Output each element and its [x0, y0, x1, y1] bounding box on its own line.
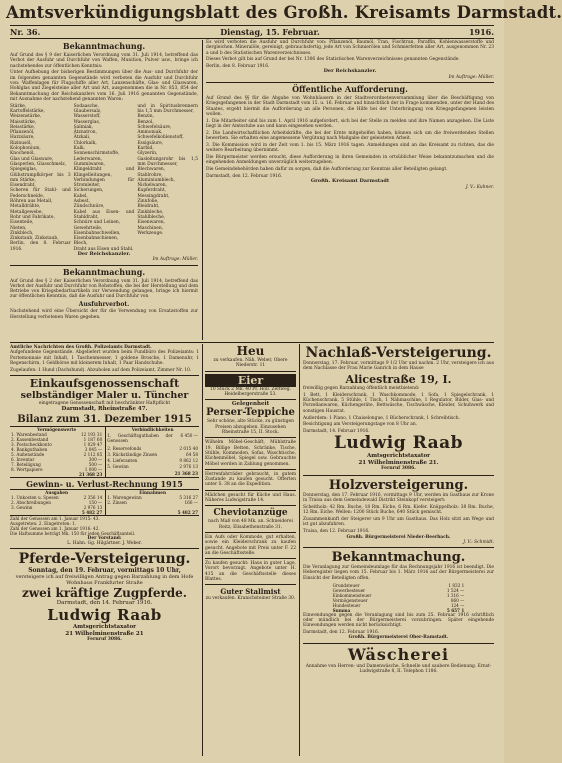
list-item: Schwefelsäure, [137, 124, 172, 130]
vorstand-head: Der Vorstand: [87, 535, 122, 541]
list-item: Verbindungen für Stromleiter, [73, 177, 135, 189]
divider [10, 375, 199, 376]
members-line: Zahl der Genossen am 1. Januar 1916: 42. [10, 525, 100, 531]
list-item: Werkzeuge. [137, 230, 164, 236]
paragraph: Scheitholz: 42 Rm. Buche, 18 Rm. Eiche, 6 Rm. Kiefer. Knüppelholz: 38 Rm. Buche, 12 Rm. Eiche. Wellen: 1200 Stück Buche, 640 Stück gemischt. [303, 505, 494, 516]
coop-subname: selbständiger Maler u. Tüncher [20, 389, 189, 401]
paragraph: Auf Grund des §§ für die Abgabe von Wohnhäusern in der Stadtverordnetenversammlung über die Beschäftigung von Kriegsgefangenen in der Stadt Darmstadt vom 15. u. 16. Februar und hinsichtlich der in Frage kommenden, unter der Hand des Staates, ergeht hiermit die Aufforderung an alle Personen, die Hilfe bei der Unterbringung von Kriegsgefangenen leisten wollen. [206, 96, 494, 117]
list-item: Essigsäure, [137, 140, 164, 146]
goods-list-middle [74, 104, 135, 252]
goods-list [10, 104, 198, 252]
horse-auction-heading: Pferde-Versteigerung. [18, 551, 191, 568]
paragraph: Auf Grund des § 9 der Kaiserlichen Verordnung vom 31. Juli 1914, betreffend das Verbot der Ausfuhr und Durchfuhr von Waffen, Munition, Pulver usw., bringe ich nachstehendes zur öffentlichen Kenntnis: [10, 53, 198, 69]
divider [205, 558, 296, 559]
table-row: 3. Gewinn 2 976 13 [11, 504, 103, 510]
column-small-ads [205, 345, 296, 757]
list-item: Asbest, [73, 199, 90, 205]
paragraph: Außerdem: 1 Piano, 1 Chaiselongue, 1 Bücherschrank, 1 Schreibtisch. [303, 415, 460, 421]
paragraph: Donnerstag, den 17. Februar 1916, vormittags 9 Uhr, werden im Gasthaus zur Krone in Traisa aus dem Gemeindewald Distrikt Steinkopf versteigert: [303, 492, 494, 504]
bilanz-table [10, 426, 199, 478]
gv-income [105, 490, 199, 515]
divider [205, 469, 296, 470]
list-item: Maisstärke, [10, 119, 37, 125]
table-row: 3. Rückständige Zinsen 64 58 [107, 451, 198, 457]
laundry-text: Annahme von Herren- und Damenwäsche. Schnelle und saubere Bedienung. Ernst-Ludwigstraße 8, II. Telephon 1186. [305, 663, 492, 674]
list-item: Glühstrumpfkörper bis 3 mm Stärke, [10, 172, 71, 183]
table-row: 5. Außenstände 2 112 85 [11, 451, 103, 457]
signoff-sub: J. V.: Schmidt. [463, 539, 494, 545]
ad-maid-text: Mädchen gesucht für Küche und Haus. Näheres Ludwigstraße 14. [205, 492, 296, 504]
signoff: Der Reichskanzler. [77, 250, 131, 257]
paragraph: Die Bürgermeister werden ersucht, diese Aufforderung in ihren Gemeinden in ortsüblicher Weise bekanntzumachen und die eingehenden Anmeldungen unverzüglich weiterzugeben. [206, 155, 494, 166]
ad-carpet-head: Gelegenheit [231, 401, 270, 408]
signoff: Großh. Kreisamt Darmstadt [310, 178, 390, 185]
table-row: 1. Warenbestand 12 193 31 [11, 431, 103, 437]
ad-suits-heading: Cheviotanzüge [213, 508, 288, 519]
members-line: Ausgetreten: 2. Eingetreten: 1. [10, 520, 77, 526]
paragraph: Unter Aufhebung der bisherigen Bestimmungen über die Aus- und Durchfuhr der im folgenden genannten Gegenstände wird verboten die Ausfuhr und Durchfuhr von: Waffenlagen für Flugschiffe aller Art, Lanzenschäfte, Glas- und Glaswaren, Hohlglas und Ziegelsteine aller Art und Art, ausgenommen die in Nr. 853, 854 der Bekanntmachung der Reichskanzlers vom 16. Juli 1916 genannten Gegenstände, mit Ausnahme der nachstehend genannten Waren: [10, 70, 198, 102]
list-item: Chlorkalk, [73, 140, 97, 146]
list-item: Kolophonium, [10, 146, 41, 152]
estate-auction-heading: Nachlaß-Versteigerung. [305, 345, 492, 361]
paragraph: Die Veranlagung zur Gemeindeumlage für das Rechnungsjahr 1916 ist beendigt. Die Heberegister liegen vom 15. Februar bis 1. März 1916 auf der Bürgermeisterei zur Einsicht der Beteiligten offen. [303, 565, 494, 581]
bilanz-assets [10, 427, 103, 477]
issue-date: Dienstag, 15. Februar. [220, 27, 320, 37]
table-row: 8. Wertpapiere 1 000 — [11, 466, 103, 472]
place-date: Darmstadt, den 12. Februar 1916. [206, 173, 283, 179]
masthead-title: Amtsverkündigungsblatt des Großh. Kreisamts Darmstadt. [6, 3, 562, 22]
ad-wardrobe-text: Ein Aufs oder Kommode, gut erhalten, sowie ein Kleiderschrank zu kaufen gesucht. Angebote mit Preis unter F. 22 an die Geschäftsstelle. [205, 534, 296, 556]
table-row: 4. Lieferanten 9 862 12 [107, 458, 198, 464]
heading-aufforderung: Öffentliche Aufforderung. [292, 84, 408, 95]
table-row: 2. Zinsen 166 — [107, 499, 198, 505]
horse-auction-date: Sonntag, den 19. Februar, vormittags 10 Uhr, [28, 567, 181, 575]
list-item: Zinnfolie, [137, 199, 159, 205]
column-left-top [10, 40, 198, 340]
paragraph: 1 Bett, 1 Kleiderschrank, 1 Waschkommode, 1 Sofa, 1 Spiegelschrank, 1 Küchenschrank, 5 Stühle, 1 Tisch, 1 Nähmaschine, 1 Regulator, Bilder, Glas- und Porzellanwaren, Küchengeräte, Bettwäsche, Tischwäsche, Kleider, Schuhwerk und sonstigen Hausrat. [303, 392, 494, 414]
auctioneer-phone: Fernruf 3086. [381, 466, 416, 472]
divider [303, 547, 494, 548]
table-total: 21 368 23 [174, 470, 198, 476]
table-header: Vermögenswerte [37, 426, 77, 432]
table-row: 1. Unkosten u. Spesen 2 356 14 [11, 494, 103, 500]
list-item: Stärke, [10, 103, 27, 109]
paragraph: 1. Die Mitarbeiter sind bis zum 1. April 1916 aufgefordert, sich bei der Stelle zu melden und ihre Namen anzugeben. Die Liste liegt in der Amtsstube aus und kann eingesehen werden. [206, 118, 494, 130]
list-item: Blech, [73, 241, 88, 247]
paragraph: Aufgefundene Gegenstände. Abgeliefert wurden beim Fundbüro des Polizeiamts: 1 Portemonnaie mit Inhalt, 1 Taschenmesser, 1 goldene Brosche, 1 Damenuhr, 1 Regenschirm, 1 Geldbörse mit kleinerem Inhalt, 1 Paar Handschuhe. [10, 350, 199, 366]
horse-auction-text: versteigere ich auf freiwilligen Antrag gegen Barzahlung in dem Hofe Wohnhaus Frankfurter Straße [15, 574, 194, 587]
paragraph: Zugelaufen: 1 Hund (Dachshund). Abzuholen auf dem Polizeiamt, Zimmer Nr. 10. [10, 367, 192, 373]
signoff-sub: Im Auftrage: Müller. [152, 257, 198, 263]
list-item: Scheren für Stahl- und Federschneide, [10, 188, 71, 199]
ad-carpet-text: Sehr schöne, alte Stücke, zu günstigen Preisen abzugeben. Einzusehen Rheinstraße 15, II. Stock. [207, 419, 294, 436]
list-item: Sodaasche, [73, 103, 99, 109]
list-item: Stahlbleche, [137, 214, 166, 220]
table-row: 3. Postscheckkonto 1 029 47 [11, 441, 103, 447]
list-item: Benzol, [137, 119, 154, 125]
paragraph: freiwillig gegen Barzahlung öffentlich meistbietend: [303, 386, 420, 392]
table-row: 6. Inventar 300 — [11, 456, 103, 462]
auctioneer-name: Ludwig Raab [47, 606, 162, 625]
list-item: Zündschnüre, [73, 204, 105, 210]
list-item: Gewehrteile, [73, 225, 103, 231]
table-row: Hundesteuer 124 — [332, 602, 465, 608]
ad-eier-text: 10 Stück 2 Mk. 40 Pf. Holl. Zeltweg. Heidelbergerstraße 53. [210, 386, 291, 397]
list-item: Karbid, [137, 146, 154, 152]
list-item: Messingdraht, [137, 193, 170, 199]
coop-name: Einkaufsgenossenschaft [29, 376, 180, 390]
list-item: Draht aus Eisen und Stahl. [73, 246, 134, 252]
divider [205, 490, 296, 491]
signoff-sub: Im Auftrage: Müller. [448, 74, 494, 80]
list-item: Klingeldraht und Klingelleitungen, [73, 167, 135, 178]
table-row: 1. Warengewinn 5 316 27 [107, 494, 198, 500]
list-item: Reisstärke, [10, 124, 35, 130]
paragraph: Zusammenkunft der Steigerer um 9 Uhr am Gasthaus. Das Holz sitzt am Wege und ist gut abzufahren. [303, 517, 494, 528]
ad-eier-heading: Eier [205, 374, 296, 387]
list-item: Zinkbleche, [137, 209, 164, 215]
table-row: 5. Gewinn 2 976 13 [107, 464, 198, 470]
divider [205, 371, 296, 372]
list-item: Röhren aus Metall, [10, 199, 53, 205]
auctioneer-phone: Fernruf 3086. [87, 637, 122, 643]
column-rule [202, 344, 203, 756]
paragraph: Besichtigung am Versteigerungstage von 8 Uhr an. [303, 422, 418, 428]
list-item: Sonnenschirmstoffe, [73, 151, 120, 157]
list-item: Sicherungen, [73, 188, 104, 194]
ad-furniture-text: Wilhelm Möbel-Geschäft, Mühlstraße 19. Billige Betten, Schränke, Tische, Stühle, Kommoden, Sofas, Waschtische, Küchenmöbel, Spiegel usw. Gebrauchte Möbel werden in Zahlung genommen. [205, 440, 296, 467]
list-item: und in Spiritusbrennern bis 1,5 mm Durchmesser, [137, 103, 199, 114]
list-item: Kupferdraht, [137, 188, 167, 194]
list-item: Benzin, [137, 114, 154, 120]
list-item: Spiegelglas, [10, 167, 38, 173]
coop-address: Darmstadt, Rheinstraße 47. [61, 406, 148, 413]
place-date: Darmstadt, 14. Februar 1916. [303, 429, 370, 435]
auctioneer-title: Amtsgerichtstaxator [366, 453, 431, 460]
signoff: Großh. Bürgermeisterei Nieder-Beerbach. [346, 534, 451, 540]
list-item: Nickelwaren, [137, 183, 168, 189]
auctioneer-address: 21 Wilhelminenstraße 21 [65, 630, 144, 637]
list-item: Schnüre und Leinen, [73, 220, 121, 226]
divider [205, 505, 296, 506]
ad-heu-heading: Heu [236, 344, 265, 358]
list-item: Zinkstaub, Zinkstaub, [10, 236, 59, 242]
bilanz-liabilities [105, 427, 199, 477]
table-total: 5 482 27 [81, 509, 103, 515]
heading-ausfuhrverbot: Ausfuhrverbot. [78, 301, 130, 309]
ad-manure-text: zu verkaufen. Kranichsteiner Straße 30. [205, 596, 296, 602]
paragraph: Nachstehend wird eine Übersicht der für die Verwendung von Ersatzstoffen zur Herstellung verbotenen Waren gegeben. [10, 309, 198, 320]
column-bottom-right [303, 345, 494, 757]
list-item: Blechwaren, [137, 167, 166, 173]
heading-bekanntmachung-2: Bekanntmachung. [62, 266, 146, 277]
table-row: 7. Beteiligung 500 — [11, 461, 103, 467]
divider [205, 584, 296, 585]
laundry-heading: Wäscherei [347, 644, 450, 664]
list-item: Kabel aus Eisen- und Stahldraht, [73, 209, 135, 220]
table-row: Grundsteuer 1 833 1 [332, 582, 465, 588]
list-item: Metallgewebe, [10, 209, 43, 215]
goods-list-left [10, 104, 71, 252]
list-item: Salmiak, [73, 124, 93, 130]
divider [205, 532, 296, 533]
list-item: Weizenstärke, [10, 114, 42, 120]
paragraph: Donnerstag, 17. Februar, vormittags 9 1/2 Uhr und nachm. 2 Uhr, versteigere ich aus dem Nachlasse der Frau Marie Ganrich in dem Hause [303, 361, 494, 372]
tax-notice-heading: Bekanntmachung. [331, 550, 466, 566]
list-item: Ätznatron, [73, 130, 98, 136]
table-total: Summa 5 657 1 [332, 607, 465, 613]
signoff-sub: J. V.: Kuhner. [465, 184, 494, 190]
table-row: 2. Kassenbestand 1 187 60 [11, 436, 103, 442]
paragraph: Einwendungen gegen die Veranlagung sind bis zum 25. Februar 1916 schriftlich oder mündlich bei der Bürgermeisterei vorzubringen. Später eingehende Einwendungen werden nicht berücksichtigt. [303, 612, 494, 629]
list-item: Schwefelkohlenstoff, [137, 135, 184, 141]
table-row: 4. Bankguthaben 3 045 — [11, 446, 103, 452]
list-item: Berlin, den 8. Februar 1916. [10, 241, 71, 252]
divider [205, 399, 296, 400]
list-item: Eisenteile, [10, 220, 34, 226]
ad-house-text: Zu kaufen gesucht: Haus in guter Lage, Vorort bevorzugt. Angebote unter H. 415 an die Geschäftsstelle dieses Blattes. [205, 561, 296, 583]
paragraph: Auf Grund des § 2 der Kaiserlichen Verordnung vom 31. Juli 1914, betreffend das Verbot der Ausfuhr und Durchfuhr von Rohstoffen, die bei der Herstellung und dem Betriebe von Kriegsbedarfsartikeln zur Verwendung gelangen, bringe ich hiermit zur öffentlichen Kenntnis, daß die Ausfuhr und Durchfuhr von [10, 278, 198, 300]
list-item: Metalldrähte, [10, 204, 41, 210]
list-item: Gasleitungsrohr bis 1,5 mm Durchmesser, [137, 156, 199, 167]
list-item: Harzsäure, [10, 135, 35, 141]
ad-suits-text: nach Maß von 48 Mk. an. Schneiderei Reitz, Elisabethenstraße 31. [208, 519, 293, 530]
list-item: Eisenbahnschwellen, [73, 230, 121, 236]
column-rule [299, 344, 300, 756]
list-item: Maschinen, [137, 225, 164, 231]
gv-table [10, 489, 199, 516]
table-row: Vermögensteuer 860 — [332, 597, 465, 603]
list-item: Lederwaren, [73, 156, 102, 162]
subhead-bar [10, 25, 494, 39]
list-item: Aluminiumblech, [137, 177, 176, 183]
paragraph: Es wird verboten die Ausfuhr und Durchfuhr von: Pflanzenöl, Baumöl, Tran, Fischtran, Paraffin, Kohlenwasserstoffe und dergleichen. Mineralöle, gereinigt, gebrauchsfertig, jede Art von Schmierölen und Schmierfetten aller Art, ausgenommen Nr. 23 a und b des Statistischen Warenverzeichnisses. [206, 40, 494, 56]
list-item: Ammoniak, [137, 130, 163, 136]
list-item: Bleidraht, [137, 204, 160, 210]
ad-manure-heading: Guter Stallmist [220, 587, 281, 597]
table-header: Ausgaben [45, 489, 69, 495]
place-date: Darmstadt, den 12. Februar 1916. [303, 629, 380, 635]
column-right-top [206, 40, 494, 340]
column-bottom-left [10, 345, 199, 757]
bilanz-title: Bilanz zum 31. Dezember 1915 [17, 413, 192, 425]
place-date: Darmstadt, den 14. Februar 1916. [56, 600, 153, 607]
list-item: Glyzerin, [137, 151, 158, 157]
table-row: Gewerbesteuer 1 524 — [332, 587, 465, 593]
table-row: 1. Geschäftsguthaben der Genossen 6 450 — [107, 433, 198, 444]
list-item: Glasperlen, Glasschmelz, [10, 161, 67, 167]
list-item: Glaubersalz, [73, 108, 102, 114]
ad-heu-text: zu verkaufen. Näh. Weber, Obere Niederstr. 11 [213, 358, 288, 369]
list-item: Glas und Glasware, [10, 156, 54, 162]
list-item: Stahlrohre, [137, 172, 163, 178]
list-item: Zinkblech, [10, 230, 34, 236]
table-header: Verbindlichkeiten [131, 426, 174, 432]
list-item: Wasserglas, [73, 119, 101, 125]
list-item: Kartoffelstärke, [10, 108, 45, 114]
list-item: Ätzkali, [73, 135, 91, 141]
place-date: Traisa, den 12. Februar 1916. [303, 529, 370, 535]
auctioneer-address: 21 Wilhelminenstraße 21. [358, 459, 439, 466]
signoff: Der Reichskanzler. [323, 68, 377, 75]
issue-year: 1916. [468, 27, 494, 37]
divider [206, 82, 494, 83]
goods-list-right [137, 104, 198, 252]
auctioneer-name: Ludwig Raab [333, 433, 464, 454]
issue-number: Nr. 36. [10, 27, 41, 37]
haft-line: Die Haftsumme beträgt Mk. 150 für jeden Geschäftsanteil. [10, 530, 136, 536]
ad-carpet-title: Perser-Teppiche [206, 407, 295, 419]
vorstand-names: L. Hahn. Gg. Hilgärtner. J. Weber. [67, 541, 142, 547]
table-header: Einnahmen [139, 489, 167, 495]
divider [205, 437, 296, 438]
table-row: Einkommensteuer 1 316 — [332, 592, 465, 598]
list-item: Nieten, [10, 225, 27, 231]
members-line: Zahl der Genossen am 1. Januar 1915: 43. [10, 515, 100, 521]
ad-bicycle-text: Herrenfahrräder gebraucht, in gutem Zustande zu kaufen gesucht. Offerten unter S. 38 an die Expedition. [205, 471, 296, 488]
paragraph: Die Gemeindebehörden haben dafür zu sorgen, daß die Aufforderung zur Kenntnis aller Beteiligten gelangt. [206, 167, 448, 173]
section-divider [10, 342, 494, 343]
table-row: 2. Reservefonds 2 015 40 [107, 445, 198, 451]
list-item: Eisenwaren, [137, 220, 165, 226]
paragraph: Dieses Verbot gilt bis auf Grund der bei Nr. 1306 des Statistischen Warenverzeichnisses genannten Gegenstände. [206, 57, 460, 63]
list-item: Rohr und Fabrikate, [10, 214, 55, 220]
list-item: Kabel, [73, 193, 88, 199]
paragraph: 3. Die Kommission wird in der Zeit vom 1. bis 15. März 1916 tagen. Anmeldungen sind an das Kreisamt zu richten, das die weitere Bearbeitung übernimmt. [206, 142, 494, 154]
place-date: Berlin, den 8. Februar 1916. [206, 64, 270, 70]
police-notice-title: Amtliche Nachrichten des Großh. Polizeiamts Darmstadt. [10, 345, 152, 350]
table-total: 5 482 27 [177, 509, 198, 515]
gv-title: Gewinn- u. Verlust-Rechnung 1915 [26, 478, 183, 489]
list-item: Eisendraht, [10, 183, 36, 189]
coop-legal: eingetragene Genossenschaft mit beschränkter Haftpflicht [38, 400, 171, 406]
signoff: Großh. Bürgermeisterei Ober-Ramstadt. [348, 635, 449, 641]
horse-auction-big: zwei kräftige Zugpferde. [22, 586, 187, 601]
column-rule [202, 40, 203, 340]
table-total: 21 368 23 [78, 471, 103, 477]
auctioneer-title: Amtsgerichtstaxator [72, 624, 137, 631]
list-item: Rizinusöl, [10, 140, 32, 146]
estate-auction-address: Alicestraße 19, I. [345, 373, 452, 387]
tax-table [332, 583, 466, 613]
list-item: Pflanzenöl, [10, 130, 35, 136]
list-item: Kalk, [73, 146, 86, 152]
divider [303, 475, 494, 476]
table-row: 2. Abschreibungen 150 — [11, 499, 103, 505]
list-item: Knochenöl, [10, 151, 35, 157]
heading-bekanntmachung: Bekanntmachung. [62, 41, 146, 51]
wood-auction-heading: Holzversteigerung. [328, 477, 469, 493]
paragraph: 2. Die Landwirtschaftlichen Arbeitskräfte, die bei der Ernte mitgeholfen haben, können sich um die freiwerdenden Stellen bewerben. Sie erhalten eine angemessene Vergütung nach Maßgabe der geleisteten Arbeit. [206, 130, 494, 142]
list-item: Eisenbahnschienen, [73, 236, 119, 242]
gv-expenses [10, 490, 103, 515]
list-item: Gummiwaren, [73, 161, 106, 167]
list-item: Wasserstoff, [73, 114, 101, 120]
divider [10, 265, 198, 266]
divider [303, 643, 494, 644]
divider [10, 548, 199, 549]
